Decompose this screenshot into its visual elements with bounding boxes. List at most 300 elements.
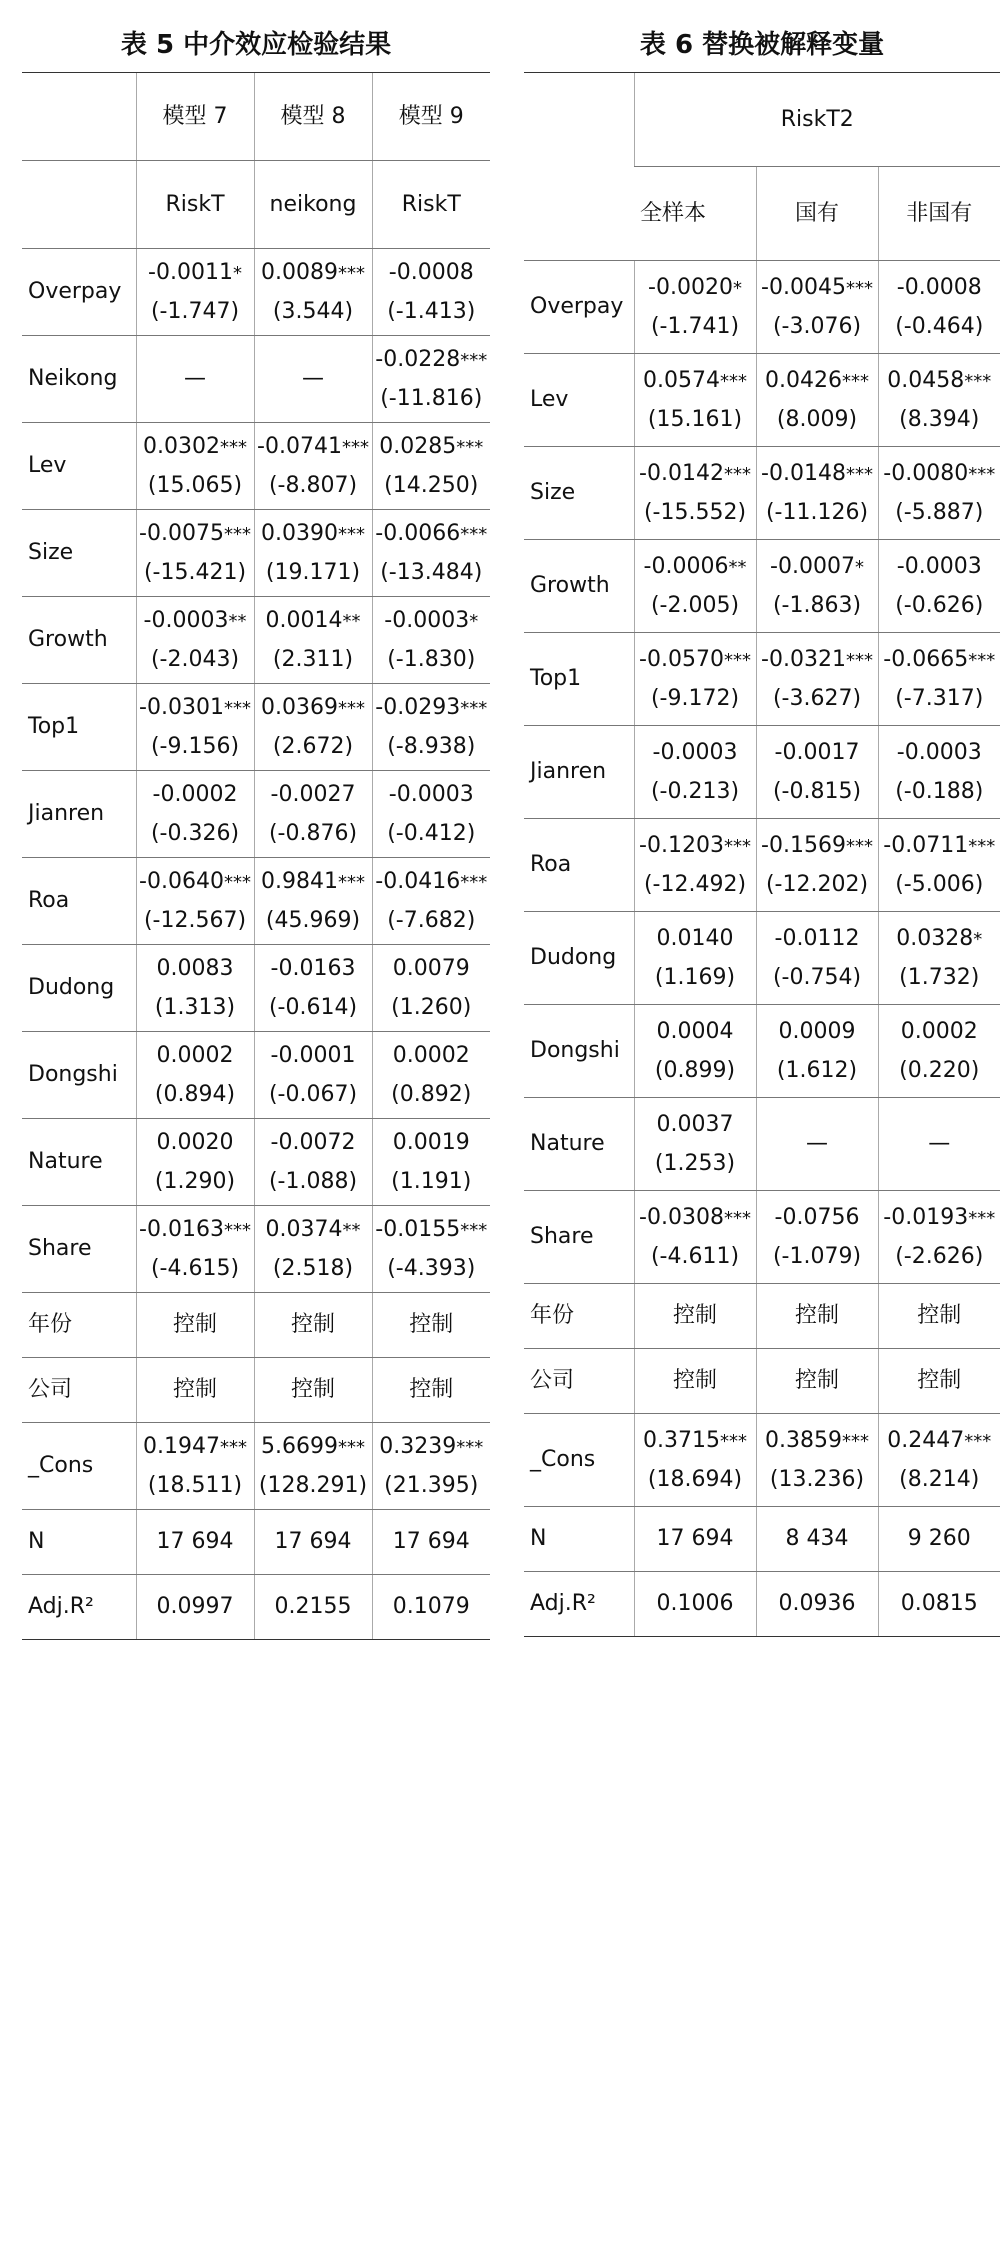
significance-stars: ** <box>342 1219 361 1241</box>
table-cell <box>136 1423 254 1510</box>
table-row <box>524 1191 1000 1284</box>
row-label: Lev <box>524 354 634 447</box>
table-row <box>22 1575 490 1640</box>
table-cell <box>756 1284 878 1349</box>
significance-stars: ** <box>228 610 247 632</box>
coefficient-value: 0.3859 <box>765 1427 842 1453</box>
coefficient-value: -0.0008 <box>388 259 474 285</box>
coefficient <box>137 1042 254 1070</box>
table-cell <box>254 1293 372 1358</box>
table-cell <box>136 684 254 771</box>
coefficient <box>879 1367 1000 1395</box>
row-label: Share <box>22 1206 136 1293</box>
table-cell <box>756 1098 878 1191</box>
table-cell <box>756 1507 878 1572</box>
coefficient-value: — <box>806 1131 828 1157</box>
t-statistic: (-0.326) <box>150 821 240 846</box>
table-row <box>22 945 490 1032</box>
row-label: Dudong <box>524 912 634 1005</box>
t-statistic: (18.511) <box>147 1473 243 1498</box>
coefficient-value: -0.0308 <box>639 1204 724 1230</box>
t-statistic: (-9.156) <box>150 734 240 759</box>
coefficient-value: 控制 <box>794 1303 839 1329</box>
table-cell <box>878 1005 1000 1098</box>
t-statistic: (15.161) <box>647 407 743 432</box>
coefficient-value: 控制 <box>672 1368 717 1394</box>
coefficient-value: 控制 <box>290 1312 335 1338</box>
coefficient <box>635 1525 756 1553</box>
coefficient <box>757 553 878 581</box>
coefficient-value: 0.0089 <box>261 259 338 285</box>
coefficient <box>373 781 491 809</box>
t-statistic: (-12.567) <box>143 908 247 933</box>
table-cell <box>372 771 490 858</box>
coefficient <box>373 1216 491 1244</box>
coefficient-value: 0.2155 <box>274 1594 352 1620</box>
coefficient-value: -0.0007 <box>770 553 855 579</box>
significance-stars: *** <box>719 1430 747 1452</box>
table-cell <box>136 423 254 510</box>
coefficient-value: 控制 <box>672 1303 717 1329</box>
t-statistic: (-2.626) <box>895 1244 984 1269</box>
table-row <box>22 1119 490 1206</box>
table-cell <box>634 1191 756 1284</box>
coefficient <box>137 955 254 983</box>
table-cell <box>756 447 878 540</box>
t-statistic: (1.612) <box>776 1058 858 1083</box>
table-row <box>524 726 1000 819</box>
table5-model-header: 模型 8 <box>254 73 372 161</box>
coefficient-value: 0.0009 <box>778 1018 856 1044</box>
significance-stars: ** <box>728 556 747 578</box>
significance-stars: *** <box>460 349 488 371</box>
table-cell <box>254 771 372 858</box>
t-statistic: (3.544) <box>272 299 354 324</box>
row-label: Overpay <box>524 261 634 354</box>
table-cell <box>878 447 1000 540</box>
significance-stars: *** <box>341 436 369 458</box>
table6 <box>524 72 1000 1637</box>
t-statistic: (-1.863) <box>772 593 862 618</box>
coefficient-value: -0.0155 <box>375 1216 461 1242</box>
coefficient-value: -0.0293 <box>375 694 461 720</box>
coefficient <box>635 1204 756 1232</box>
t-statistic: (-1.088) <box>268 1169 358 1194</box>
table-cell <box>372 597 490 684</box>
table-cell <box>634 1507 756 1572</box>
significance-stars: *** <box>964 370 992 392</box>
table-cell <box>136 597 254 684</box>
row-label: _Cons <box>524 1414 634 1507</box>
t-statistic: (8.214) <box>899 1467 980 1492</box>
coefficient-value: -0.0711 <box>883 832 969 858</box>
table-cell <box>372 1293 490 1358</box>
table-cell <box>634 540 756 633</box>
coefficient <box>879 925 1000 953</box>
table-cell <box>254 1423 372 1510</box>
t-statistic: (2.672) <box>272 734 354 759</box>
coefficient <box>255 1376 372 1404</box>
coefficient <box>879 1590 1000 1618</box>
table-row <box>524 447 1000 540</box>
t-statistic: (-12.202) <box>765 872 869 897</box>
t-statistic: (45.969) <box>265 908 361 933</box>
table-cell <box>634 633 756 726</box>
coefficient <box>373 1129 491 1157</box>
coefficient-value: 0.0002 <box>392 1042 470 1068</box>
coefficient <box>635 1302 756 1330</box>
table-cell <box>136 945 254 1032</box>
coefficient <box>255 868 372 896</box>
table-cell <box>878 1507 1000 1572</box>
table-cell <box>756 912 878 1005</box>
coefficient-value: 0.0458 <box>887 367 965 393</box>
coefficient-value: 0.0369 <box>261 694 338 720</box>
t-statistic: (-0.188) <box>895 779 984 804</box>
coefficient-value: -0.0066 <box>375 520 461 546</box>
t-statistic: (1.732) <box>899 965 980 990</box>
table-row <box>524 1572 1000 1637</box>
t-statistic: (0.894) <box>154 1082 236 1107</box>
coefficient <box>757 1367 878 1395</box>
table-cell <box>372 858 490 945</box>
t-statistic: (1.290) <box>154 1169 236 1194</box>
table-cell <box>254 423 372 510</box>
row-label: Roa <box>524 819 634 912</box>
significance-stars: *** <box>845 277 873 299</box>
coefficient <box>635 553 756 581</box>
significance-stars: *** <box>845 463 873 485</box>
row-label: N <box>524 1507 634 1572</box>
t-statistic: (-1.079) <box>772 1244 862 1269</box>
t-statistic: (-0.754) <box>772 965 862 990</box>
significance-stars: *** <box>460 697 488 719</box>
coefficient <box>137 1311 254 1339</box>
coefficient <box>757 739 878 767</box>
t-statistic: (-1.747) <box>150 299 240 324</box>
coefficient-value: 17 694 <box>274 1529 352 1555</box>
table-row <box>22 1423 490 1510</box>
coefficient <box>757 832 878 860</box>
coefficient <box>635 646 756 674</box>
significance-stars: ** <box>342 610 361 632</box>
coefficient <box>255 259 372 287</box>
coefficient <box>757 646 878 674</box>
table-row <box>22 1293 490 1358</box>
coefficient-value: -0.0301 <box>139 694 224 720</box>
row-label: 年份 <box>22 1293 136 1358</box>
t-statistic: (-15.552) <box>643 500 747 525</box>
t-statistic: (1.253) <box>654 1151 736 1176</box>
coefficient-value: 0.0302 <box>143 433 220 459</box>
table-cell <box>634 354 756 447</box>
coefficient <box>879 832 1000 860</box>
coefficient <box>373 1311 491 1339</box>
table-row <box>22 1206 490 1293</box>
table-cell <box>878 912 1000 1005</box>
significance-stars: *** <box>337 871 365 893</box>
coefficient-value: -0.0075 <box>139 520 224 546</box>
table-row <box>524 819 1000 912</box>
significance-stars: *** <box>337 523 365 545</box>
table-cell <box>254 510 372 597</box>
significance-stars: *** <box>845 835 873 857</box>
coefficient-value: 0.1079 <box>392 1594 470 1620</box>
table-cell <box>878 1284 1000 1349</box>
coefficient-value: -0.0640 <box>139 868 224 894</box>
significance-stars: * <box>469 610 479 632</box>
t-statistic: (0.220) <box>899 1058 980 1083</box>
t-statistic: (1.191) <box>391 1169 472 1194</box>
table-cell <box>372 249 490 336</box>
coefficient <box>137 1376 254 1404</box>
significance-stars: *** <box>719 370 747 392</box>
table-cell <box>254 1575 372 1640</box>
table-cell <box>756 261 878 354</box>
coefficient-value: 0.0014 <box>265 607 343 633</box>
table-cell <box>756 354 878 447</box>
coefficient <box>635 1018 756 1046</box>
coefficient <box>137 781 254 809</box>
significance-stars: *** <box>337 697 365 719</box>
coefficient <box>373 1528 491 1556</box>
table-cell <box>372 1206 490 1293</box>
coefficient <box>373 955 491 983</box>
table-row <box>22 771 490 858</box>
t-statistic: (-0.815) <box>772 779 862 804</box>
table6-group-header: 非国有 <box>878 167 1000 261</box>
coefficient-value: 17 694 <box>156 1529 234 1555</box>
table-cell <box>878 261 1000 354</box>
coefficient <box>255 1129 372 1157</box>
coefficient <box>879 1018 1000 1046</box>
coefficient-value: 8 434 <box>785 1526 849 1552</box>
coefficient <box>879 1204 1000 1232</box>
table5-model-header: 模型 7 <box>136 73 254 161</box>
coefficient <box>373 520 491 548</box>
coefficient-value: 0.0037 <box>656 1111 734 1137</box>
table-cell <box>136 1032 254 1119</box>
coefficient <box>137 433 254 461</box>
table-cell <box>756 1572 878 1637</box>
coefficient-value: -0.0045 <box>761 274 846 300</box>
t-statistic: (1.169) <box>654 965 736 990</box>
coefficient <box>757 1427 878 1455</box>
t-statistic: (2.518) <box>272 1256 354 1281</box>
coefficient-value: -0.0011 <box>148 259 233 285</box>
table-cell <box>878 1349 1000 1414</box>
coefficient-value: -0.0148 <box>761 460 846 486</box>
table-row <box>22 510 490 597</box>
coefficient <box>137 607 254 635</box>
significance-stars: * <box>854 556 864 578</box>
coefficient <box>373 346 491 374</box>
table-row <box>524 1098 1000 1191</box>
coefficient <box>757 1525 878 1553</box>
coefficient <box>757 1204 878 1232</box>
t-statistic: (-15.421) <box>143 560 247 585</box>
table-cell <box>254 945 372 1032</box>
significance-stars: *** <box>723 835 751 857</box>
coefficient-value: -0.0027 <box>270 781 356 807</box>
table-cell <box>878 1414 1000 1507</box>
coefficient <box>137 520 254 548</box>
table-cell <box>634 447 756 540</box>
table-row <box>524 633 1000 726</box>
table-cell <box>756 540 878 633</box>
coefficient <box>373 607 491 635</box>
table-row <box>22 423 490 510</box>
coefficient <box>137 1129 254 1157</box>
coefficient-value: -0.0002 <box>152 781 238 807</box>
table-row <box>524 1507 1000 1572</box>
coefficient <box>137 868 254 896</box>
coefficient-value: 0.0140 <box>656 925 734 951</box>
table-cell <box>634 1005 756 1098</box>
table-cell <box>136 249 254 336</box>
table-cell <box>254 684 372 771</box>
significance-stars: *** <box>723 1207 751 1229</box>
table-cell <box>372 1032 490 1119</box>
t-statistic: (-11.816) <box>380 386 483 411</box>
table-cell <box>756 1005 878 1098</box>
coefficient-value: -0.0756 <box>774 1204 860 1230</box>
table-cell <box>756 1191 878 1284</box>
coefficient <box>255 1216 372 1244</box>
coefficient <box>635 925 756 953</box>
table-cell <box>756 819 878 912</box>
t-statistic: (1.260) <box>391 995 472 1020</box>
coefficient-value: -0.0570 <box>639 646 724 672</box>
row-label: Top1 <box>524 633 634 726</box>
coefficient-value: -0.0112 <box>774 925 860 951</box>
coefficient-value: -0.0072 <box>270 1129 356 1155</box>
significance-stars: * <box>732 277 742 299</box>
table-cell <box>136 1206 254 1293</box>
table-cell <box>878 354 1000 447</box>
coefficient <box>879 739 1000 767</box>
significance-stars: *** <box>219 1436 247 1458</box>
table-row <box>524 261 1000 354</box>
significance-stars: *** <box>723 649 751 671</box>
t-statistic: (-4.393) <box>387 1256 476 1281</box>
coefficient-value: 控制 <box>409 1377 454 1403</box>
coefficient <box>255 520 372 548</box>
coefficient <box>137 365 254 393</box>
table-cell <box>372 1119 490 1206</box>
coefficient-value: -0.0193 <box>883 1204 969 1230</box>
coefficient-value: -0.0003 <box>384 607 470 633</box>
coefficient-value: 0.0328 <box>896 925 974 951</box>
coefficient <box>757 1590 878 1618</box>
coefficient <box>757 367 878 395</box>
t-statistic: (-1.741) <box>650 314 740 339</box>
coefficient <box>255 1433 372 1461</box>
table-row <box>22 336 490 423</box>
table6-corner-cell <box>524 73 634 261</box>
row-label: Size <box>22 510 136 597</box>
coefficient-value: 0.1947 <box>143 1433 220 1459</box>
table-cell <box>254 858 372 945</box>
table-cell <box>878 819 1000 912</box>
coefficient <box>255 607 372 635</box>
coefficient <box>255 1528 372 1556</box>
table-cell <box>878 540 1000 633</box>
table-row <box>22 597 490 684</box>
coefficient-value: 控制 <box>290 1377 335 1403</box>
table5-title: 表 5 中介效应检验结果 <box>120 30 392 60</box>
coefficient-value: -0.0003 <box>652 739 738 765</box>
coefficient <box>255 781 372 809</box>
coefficient-value: 0.3715 <box>643 1427 720 1453</box>
coefficient <box>635 832 756 860</box>
t-statistic: (-5.006) <box>895 872 984 897</box>
table-cell <box>136 771 254 858</box>
coefficient-value: 17 694 <box>392 1529 470 1555</box>
t-statistic: (-1.830) <box>387 647 476 672</box>
coefficient-value: 0.0083 <box>156 955 234 981</box>
table-cell <box>372 945 490 1032</box>
t-statistic: (-7.682) <box>387 908 476 933</box>
coefficient <box>757 1018 878 1046</box>
table-cell <box>634 726 756 819</box>
table-cell <box>756 633 878 726</box>
table-row <box>22 1032 490 1119</box>
table-cell <box>254 1358 372 1423</box>
significance-stars: *** <box>456 1436 484 1458</box>
table-cell <box>756 1414 878 1507</box>
table-cell <box>756 726 878 819</box>
table5-corner-cell <box>22 161 136 249</box>
t-statistic: (-0.213) <box>650 779 740 804</box>
row-label: Dudong <box>22 945 136 1032</box>
table-cell <box>372 1358 490 1423</box>
t-statistic: (-0.464) <box>895 314 984 339</box>
coefficient <box>879 1427 1000 1455</box>
coefficient <box>373 433 491 461</box>
t-statistic: (-2.043) <box>150 647 240 672</box>
coefficient <box>255 433 372 461</box>
coefficient-value: 0.0374 <box>265 1216 343 1242</box>
coefficient-value: 0.0426 <box>765 367 842 393</box>
t-statistic: (1.313) <box>154 995 236 1020</box>
table6-depvar-row <box>524 73 1000 167</box>
t-statistic: (-2.005) <box>650 593 740 618</box>
table-cell <box>372 510 490 597</box>
table5-model-row <box>22 73 490 161</box>
coefficient-value: -0.0020 <box>648 274 733 300</box>
significance-stars: * <box>973 928 983 950</box>
coefficient-value: 控制 <box>917 1368 962 1394</box>
coefficient-value: -0.0080 <box>883 460 969 486</box>
t-statistic: (21.395) <box>384 1473 479 1498</box>
t-statistic: (-0.614) <box>268 995 358 1020</box>
coefficient <box>255 1311 372 1339</box>
t-statistic: (-13.484) <box>380 560 483 585</box>
coefficient-value: 控制 <box>409 1312 454 1338</box>
t-statistic: (15.065) <box>147 473 243 498</box>
coefficient <box>635 367 756 395</box>
coefficient <box>373 1593 491 1621</box>
t-statistic: (-5.887) <box>895 500 984 525</box>
coefficient-value: -0.0228 <box>375 346 461 372</box>
table5-model-header: 模型 9 <box>372 73 490 161</box>
coefficient <box>373 694 491 722</box>
coefficient <box>373 1042 491 1070</box>
coefficient <box>255 1593 372 1621</box>
coefficient-value: -0.0665 <box>883 646 969 672</box>
table6-title: 表 6 替换被解释变量 <box>639 30 885 60</box>
